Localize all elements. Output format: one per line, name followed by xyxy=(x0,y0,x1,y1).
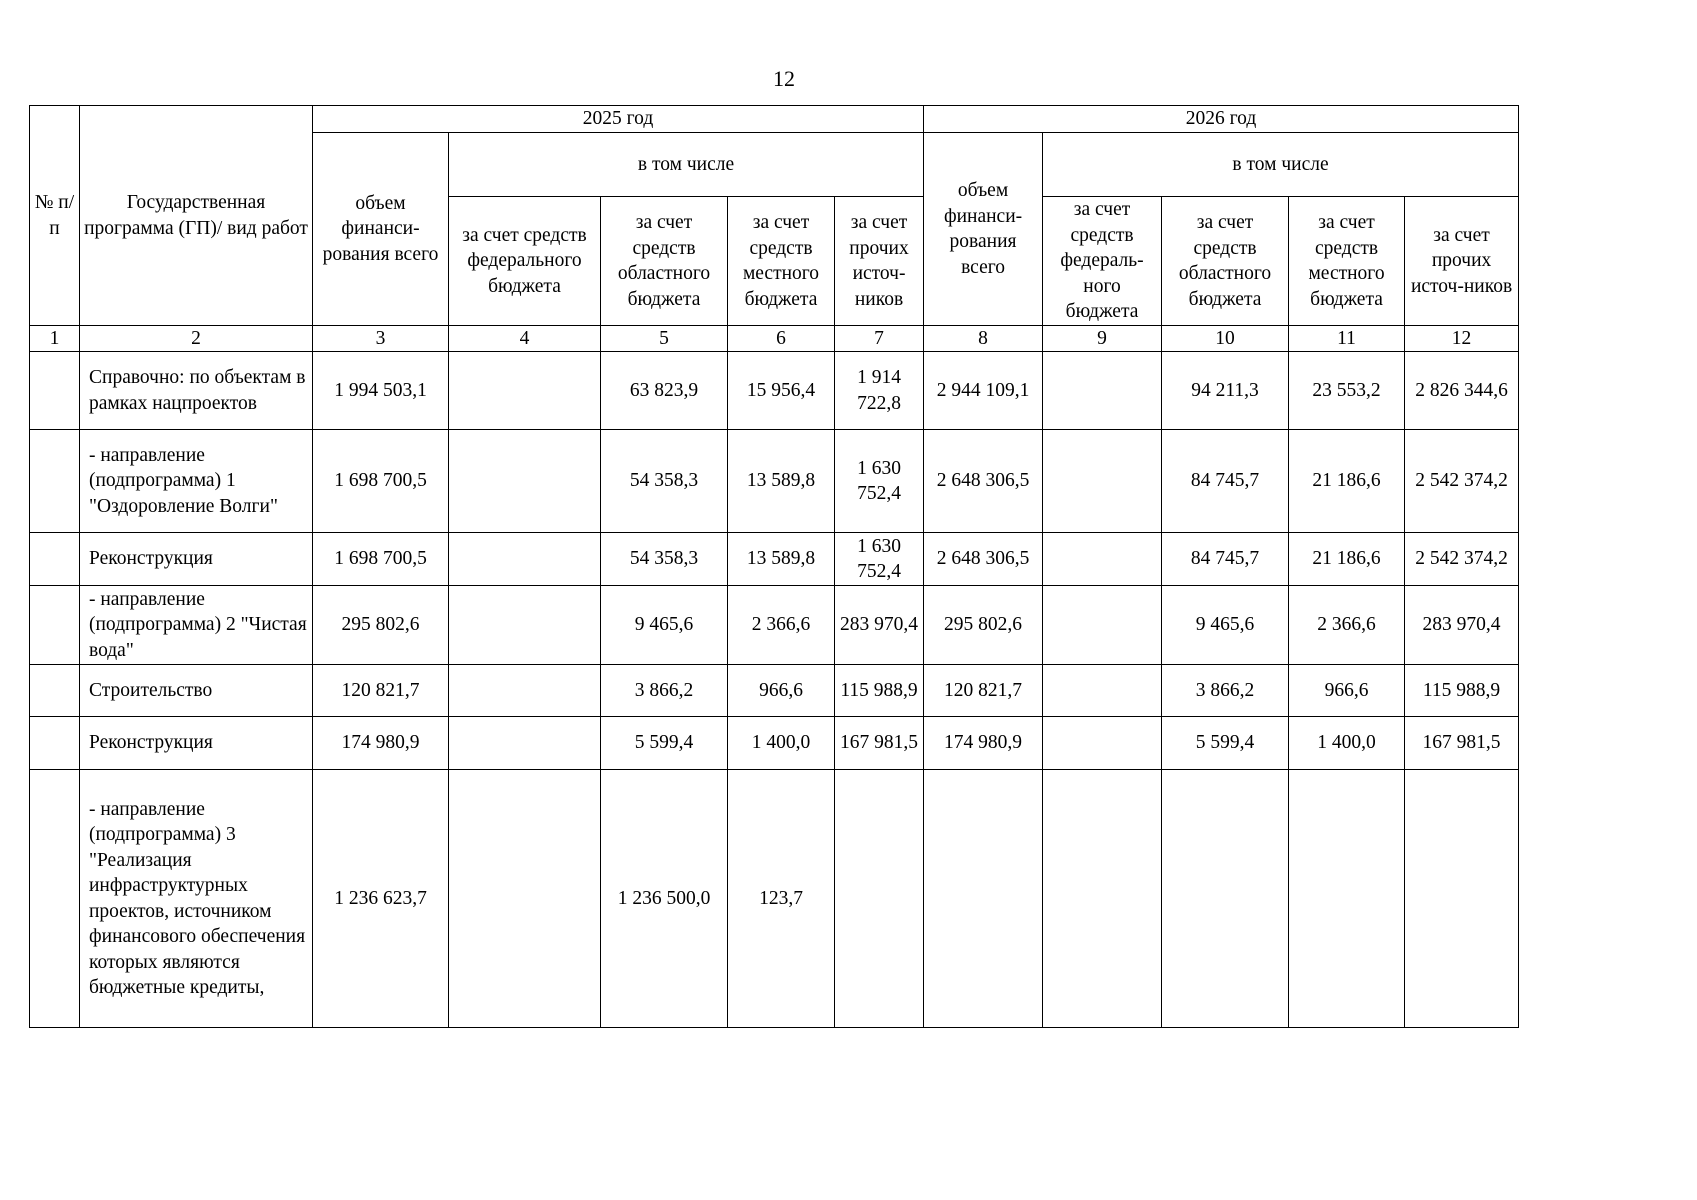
column-number: 3 xyxy=(313,326,449,352)
cell-federal-2025 xyxy=(449,352,601,430)
row-num xyxy=(30,586,80,665)
cell-federal-2026 xyxy=(1043,586,1162,665)
cell-other-2025: 283 970,4 xyxy=(835,586,924,665)
cell-other-2025: 1 630 752,4 xyxy=(835,533,924,586)
cell-federal-2026 xyxy=(1043,717,1162,770)
column-number: 6 xyxy=(728,326,835,352)
cell-other-2026: 2 542 374,2 xyxy=(1405,430,1519,533)
header-volume-2025: объем финанси-рования всего xyxy=(313,133,449,326)
table-row xyxy=(30,352,1519,430)
budget-table xyxy=(29,105,1519,1028)
cell-local-2025: 15 956,4 xyxy=(728,352,835,430)
column-number: 1 xyxy=(30,326,80,352)
table-row xyxy=(30,717,1519,770)
column-number: 8 xyxy=(924,326,1043,352)
row-name: Строительство xyxy=(80,665,313,717)
cell-local-2026: 2 366,6 xyxy=(1289,586,1405,665)
row-num xyxy=(30,770,80,1028)
header-2025-other: за счет прочих источ-ников xyxy=(835,197,924,326)
cell-local-2025: 2 366,6 xyxy=(728,586,835,665)
cell-regional-2025: 5 599,4 xyxy=(601,717,728,770)
cell-federal-2025 xyxy=(449,717,601,770)
column-number: 5 xyxy=(601,326,728,352)
header-2026-local: за счет средств местного бюджета xyxy=(1289,197,1405,326)
cell-other-2025: 1 630 752,4 xyxy=(835,430,924,533)
column-number: 7 xyxy=(835,326,924,352)
cell-federal-2026 xyxy=(1043,770,1162,1028)
cell-regional-2025: 54 358,3 xyxy=(601,430,728,533)
cell-regional-2026: 5 599,4 xyxy=(1162,717,1289,770)
cell-volume-2025: 1 698 700,5 xyxy=(313,533,449,586)
cell-regional-2026 xyxy=(1162,770,1289,1028)
cell-other-2025: 115 988,9 xyxy=(835,665,924,717)
page-number: 12 xyxy=(773,66,795,91)
row-num xyxy=(30,352,80,430)
cell-regional-2025: 54 358,3 xyxy=(601,533,728,586)
cell-local-2026 xyxy=(1289,770,1405,1028)
header-2026-other: за счет прочих источ-ников xyxy=(1405,197,1519,326)
cell-local-2026: 1 400,0 xyxy=(1289,717,1405,770)
cell-regional-2025: 1 236 500,0 xyxy=(601,770,728,1028)
table-row xyxy=(30,533,1519,586)
cell-local-2025: 13 589,8 xyxy=(728,430,835,533)
cell-regional-2025: 3 866,2 xyxy=(601,665,728,717)
cell-volume-2026: 2 648 306,5 xyxy=(924,533,1043,586)
row-num xyxy=(30,717,80,770)
header-including-2025: в том числе xyxy=(449,133,924,197)
column-number: 10 xyxy=(1162,326,1289,352)
cell-regional-2026: 94 211,3 xyxy=(1162,352,1289,430)
column-number: 2 xyxy=(80,326,313,352)
cell-local-2025: 123,7 xyxy=(728,770,835,1028)
cell-regional-2025: 9 465,6 xyxy=(601,586,728,665)
cell-local-2026: 21 186,6 xyxy=(1289,430,1405,533)
row-num xyxy=(30,533,80,586)
cell-local-2026: 21 186,6 xyxy=(1289,533,1405,586)
cell-other-2025 xyxy=(835,770,924,1028)
header-2025-local: за счет средств местного бюджета xyxy=(728,197,835,326)
cell-local-2026: 23 553,2 xyxy=(1289,352,1405,430)
cell-regional-2026: 84 745,7 xyxy=(1162,533,1289,586)
header-2026-federal: за счет средств федераль-ного бюджета xyxy=(1043,197,1162,326)
cell-regional-2026: 3 866,2 xyxy=(1162,665,1289,717)
cell-federal-2026 xyxy=(1043,533,1162,586)
row-name: - направление (подпрограмма) 2 "Чистая вода" xyxy=(80,586,313,665)
cell-federal-2025 xyxy=(449,533,601,586)
row-name: Реконструкция xyxy=(80,717,313,770)
cell-volume-2026: 2 944 109,1 xyxy=(924,352,1043,430)
cell-federal-2025 xyxy=(449,770,601,1028)
header-2026-regional: за счет средств областного бюджета xyxy=(1162,197,1289,326)
cell-volume-2025: 174 980,9 xyxy=(313,717,449,770)
cell-volume-2025: 1 698 700,5 xyxy=(313,430,449,533)
cell-volume-2025: 1 236 623,7 xyxy=(313,770,449,1028)
cell-volume-2026 xyxy=(924,770,1043,1028)
cell-other-2026: 167 981,5 xyxy=(1405,717,1519,770)
cell-federal-2025 xyxy=(449,586,601,665)
cell-local-2025: 13 589,8 xyxy=(728,533,835,586)
header-num: № п/п xyxy=(30,106,80,326)
table-row xyxy=(30,665,1519,717)
table-row xyxy=(30,770,1519,1028)
cell-federal-2026 xyxy=(1043,430,1162,533)
row-name: - направление (подпрограмма) 3 "Реализация инфраструктурных проектов, источником финансового обеспечения которых являются бюджетные кредиты, xyxy=(80,770,313,1028)
row-num xyxy=(30,430,80,533)
cell-local-2025: 966,6 xyxy=(728,665,835,717)
cell-federal-2026 xyxy=(1043,665,1162,717)
cell-federal-2026 xyxy=(1043,352,1162,430)
table-row xyxy=(30,586,1519,665)
cell-local-2025: 1 400,0 xyxy=(728,717,835,770)
cell-federal-2025 xyxy=(449,430,601,533)
cell-volume-2026: 120 821,7 xyxy=(924,665,1043,717)
column-number: 4 xyxy=(449,326,601,352)
cell-other-2026: 2 826 344,6 xyxy=(1405,352,1519,430)
cell-other-2026 xyxy=(1405,770,1519,1028)
column-number: 9 xyxy=(1043,326,1162,352)
cell-other-2026: 283 970,4 xyxy=(1405,586,1519,665)
header-2025-federal: за счет средств федерального бюджета xyxy=(449,197,601,326)
header-2025-regional: за счет средств областного бюджета xyxy=(601,197,728,326)
cell-federal-2025 xyxy=(449,665,601,717)
row-name: Реконструкция xyxy=(80,533,313,586)
cell-regional-2025: 63 823,9 xyxy=(601,352,728,430)
cell-other-2025: 167 981,5 xyxy=(835,717,924,770)
header-year-2025: 2025 год xyxy=(313,106,924,133)
cell-other-2025: 1 914 722,8 xyxy=(835,352,924,430)
cell-volume-2025: 120 821,7 xyxy=(313,665,449,717)
cell-volume-2025: 1 994 503,1 xyxy=(313,352,449,430)
cell-volume-2026: 2 648 306,5 xyxy=(924,430,1043,533)
cell-volume-2026: 174 980,9 xyxy=(924,717,1043,770)
cell-volume-2025: 295 802,6 xyxy=(313,586,449,665)
header-volume-2026: объем финанси-рования всего xyxy=(924,133,1043,326)
row-name: - направление (подпрограмма) 1 "Оздоровление Волги" xyxy=(80,430,313,533)
cell-regional-2026: 84 745,7 xyxy=(1162,430,1289,533)
header-program: Государственная программа (ГП)/ вид работ xyxy=(80,106,313,326)
cell-local-2026: 966,6 xyxy=(1289,665,1405,717)
cell-regional-2026: 9 465,6 xyxy=(1162,586,1289,665)
cell-other-2026: 115 988,9 xyxy=(1405,665,1519,717)
header-including-2026: в том числе xyxy=(1043,133,1519,197)
row-num xyxy=(30,665,80,717)
column-number: 11 xyxy=(1289,326,1405,352)
header-year-2026: 2026 год xyxy=(924,106,1519,133)
table-row xyxy=(30,430,1519,533)
cell-other-2026: 2 542 374,2 xyxy=(1405,533,1519,586)
column-number: 12 xyxy=(1405,326,1519,352)
cell-volume-2026: 295 802,6 xyxy=(924,586,1043,665)
row-name: Справочно: по объектам в рамках нацпроектов xyxy=(80,352,313,430)
